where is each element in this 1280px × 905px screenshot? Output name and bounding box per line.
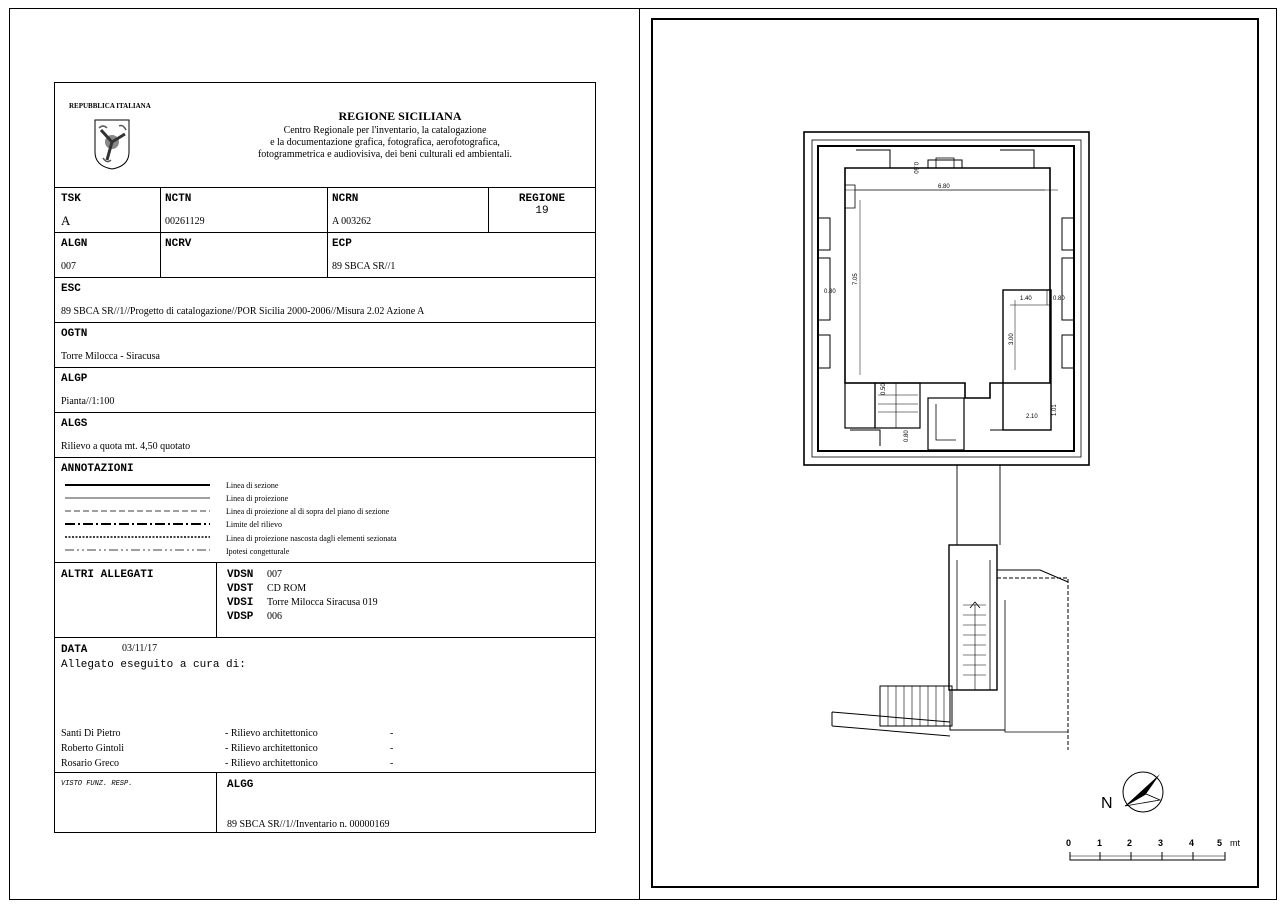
scale-tick: 1 [1097, 838, 1103, 848]
north-label: N [1101, 795, 1113, 812]
algp-label: ALGP [61, 373, 88, 385]
floor-plan [651, 18, 1259, 888]
vdsi-value: Torre Milocca Siracusa 019 [267, 597, 378, 608]
dim-label: 1.01 [1052, 404, 1058, 416]
vdsp-key: VDSP [227, 611, 254, 623]
rule [55, 457, 595, 458]
vdsn-key: VDSN [227, 569, 254, 581]
esc-label: ESC [61, 283, 81, 295]
vdsp-value: 006 [267, 611, 282, 622]
dim-label: 0.80 [824, 289, 836, 295]
col-rule [327, 187, 328, 277]
curated-by: Allegato eseguito a cura di: [61, 659, 246, 671]
vdst-value: CD ROM [267, 583, 307, 594]
ncrv-label: NCRV [165, 238, 192, 250]
person-name: Santi Di Pietro [61, 728, 121, 739]
vdsi-key: VDSI [227, 597, 254, 609]
ogtn-value: Torre Milocca - Siracusa [61, 351, 160, 362]
legend-item: Linea di proiezione al di sopra del piano di sezione [226, 507, 390, 516]
rule [55, 322, 595, 323]
scale-unit: mt [1230, 838, 1240, 848]
scale-tick: 4 [1189, 838, 1195, 848]
algg-label: ALGG [227, 779, 254, 791]
ncrn-label: NCRN [332, 193, 359, 205]
rule [55, 232, 595, 233]
algn-value: 007 [61, 261, 76, 272]
dim-label: 1.40 [1020, 296, 1032, 302]
legend-item: Linea di proiezione nascosta dagli elementi sezionata [226, 534, 397, 543]
visto-label: VISTO FUNZ. RESP. [61, 780, 133, 788]
regione-label: REGIONE [518, 193, 566, 205]
legend-line-samples [65, 479, 225, 559]
nctn-value: 00261129 [165, 216, 205, 227]
ncrn-value: A 003262 [332, 216, 372, 227]
dim-label: 2.10 [1026, 414, 1038, 420]
person-name: Rosario Greco [61, 758, 120, 769]
person-name: Roberto Gintoli [61, 743, 125, 754]
vdst-key: VDST [227, 583, 254, 595]
scale-tick: 5 [1217, 838, 1223, 848]
rule [55, 277, 595, 278]
algn-label: ALGN [61, 238, 88, 250]
page-spine [639, 8, 640, 900]
center-line-3: fotogrammetrica e audiovisiva, dei beni culturali ed ambientali. [257, 149, 513, 160]
algp-value: Pianta//1:100 [61, 396, 115, 407]
dim-label: 0.50 [881, 383, 887, 395]
esc-value: 89 SBCA SR//1//Progetto di catalogazione//POR Sicilia 2000-2006//Misura 2.02 Azione A [61, 306, 425, 317]
dim-label: 7.05 [853, 273, 859, 285]
col-rule [160, 187, 161, 277]
person-dash: - [390, 743, 394, 754]
annotazioni-label: ANNOTAZIONI [61, 463, 134, 475]
north-arrow-icon [1123, 772, 1163, 812]
dim-label: 0.80 [1053, 296, 1065, 302]
col-rule [216, 772, 217, 833]
col-rule [216, 562, 217, 637]
dim-label: 3.00 [1009, 333, 1015, 345]
regione-value: 19 [535, 205, 549, 217]
legend-item: Limite del rilievo [226, 520, 282, 529]
algs-value: Rilievo a quota mt. 4,50 quotato [61, 441, 191, 452]
algs-label: ALGS [61, 418, 88, 430]
scale-tick: 0 [1066, 838, 1072, 848]
tsk-value: A [61, 213, 71, 228]
person-role: - Rilievo architettonico [225, 758, 318, 769]
catalogue-card [54, 82, 596, 833]
rule [55, 187, 595, 188]
region-title: REGIONE SICILIANA [338, 109, 462, 123]
legend-item: Ipotesi congetturale [226, 547, 290, 556]
algg-value: 89 SBCA SR//1//Inventario n. 00000169 [227, 819, 390, 830]
person-role: - Rilievo architettonico [225, 743, 318, 754]
dim-label: 0.60 [912, 162, 918, 174]
legend-item: Linea di proiezione [226, 494, 289, 503]
region-emblem [93, 118, 131, 170]
legend-item: Linea di sezione [226, 481, 279, 490]
dim-label: 6.80 [938, 184, 950, 190]
rule [55, 562, 595, 563]
data-date: 03/11/17 [122, 643, 158, 654]
dim-label: 0.80 [904, 430, 910, 442]
ecp-value: 89 SBCA SR//1 [332, 261, 396, 272]
republic-label: REPUBBLICA ITALIANA [69, 102, 151, 110]
scale-bar [1070, 852, 1225, 860]
tsk-label: TSK [61, 193, 81, 205]
altri-allegati-label: ALTRI ALLEGATI [61, 569, 154, 581]
data-label: DATA [61, 644, 88, 656]
vdsn-value: 007 [267, 569, 282, 580]
person-dash: - [390, 728, 394, 739]
person-role: - Rilievo architettonico [225, 728, 318, 739]
scale-tick: 2 [1127, 838, 1133, 848]
center-line-2: e la documentazione grafica, fotografica, aerofotografica, [270, 137, 500, 148]
rule [55, 367, 595, 368]
person-dash: - [390, 758, 394, 769]
ecp-label: ECP [332, 238, 352, 250]
nctn-label: NCTN [165, 193, 192, 205]
center-line-1: Centro Regionale per l'inventario, la catalogazione [283, 125, 487, 136]
scale-tick: 3 [1158, 838, 1164, 848]
ogtn-label: OGTN [61, 328, 88, 340]
rule [55, 412, 595, 413]
rule [55, 637, 595, 638]
rule [55, 772, 595, 773]
